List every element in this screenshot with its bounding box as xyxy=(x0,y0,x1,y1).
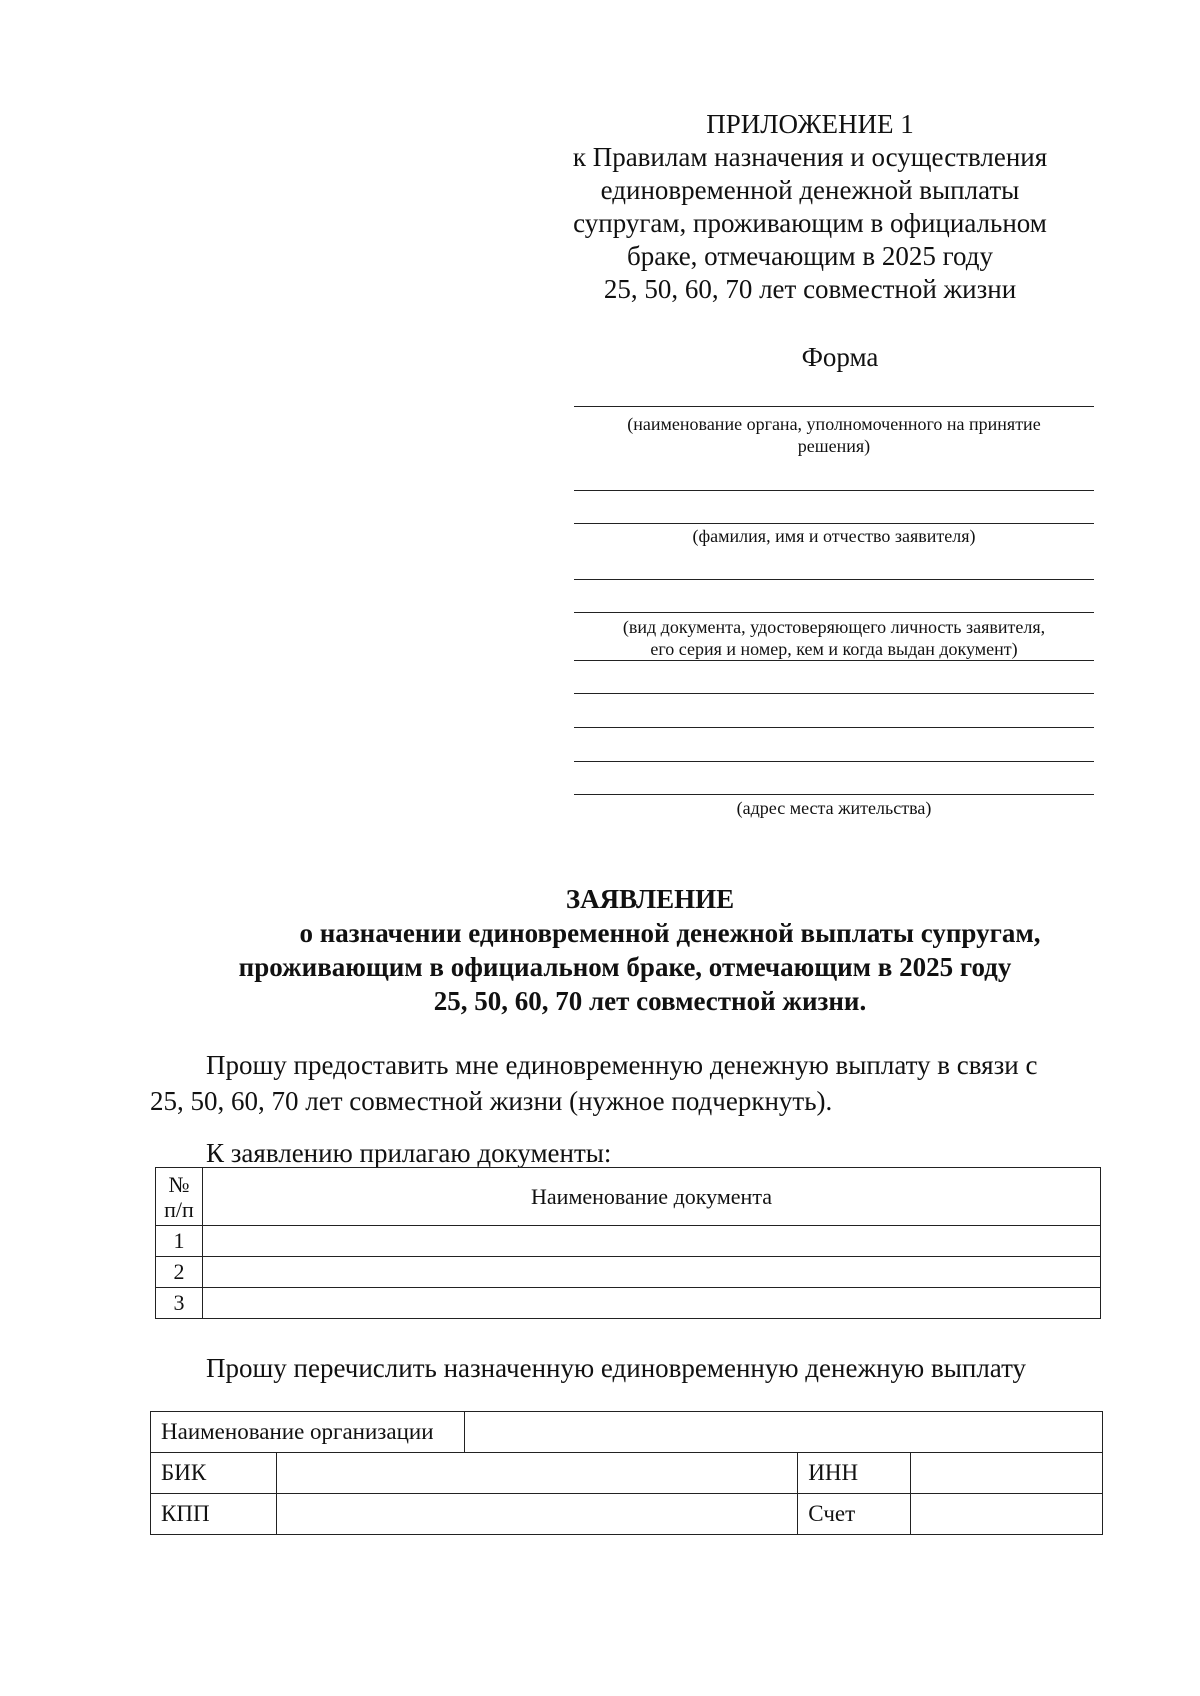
statement-subtitle-line-1: о назначении единовременной денежной выплаты супругам, xyxy=(299,918,1041,948)
kpp-label: КПП xyxy=(151,1494,277,1535)
appendix-line: браке, отмечающим в 2025 году xyxy=(627,241,993,271)
inn-label: ИНН xyxy=(798,1453,911,1494)
row-number: 2 xyxy=(156,1257,203,1288)
bik-value[interactable] xyxy=(276,1453,797,1494)
bank-row-org xyxy=(151,1412,1103,1453)
appendix-header xyxy=(520,108,1100,306)
col-number-abbr: п/п xyxy=(164,1196,194,1222)
address-field-line-1[interactable] xyxy=(574,660,1094,661)
address-field-line-5[interactable] xyxy=(574,794,1094,795)
col-name-header: Наименование документа xyxy=(203,1168,1101,1226)
address-field-line-4[interactable] xyxy=(574,761,1094,762)
document-name-cell[interactable] xyxy=(203,1288,1101,1319)
fio-caption: (фамилия, имя и отчество заявителя) xyxy=(692,526,976,546)
organ-caption-line-2: решения) xyxy=(797,436,871,456)
appendix-line: супругам, проживающим в официальном xyxy=(573,208,1047,238)
request-paragraph xyxy=(150,1047,1090,1119)
bik-label: БИК xyxy=(151,1453,277,1494)
col-number-header xyxy=(156,1168,203,1226)
address-caption: (адрес места жительства) xyxy=(736,798,932,818)
account-value[interactable] xyxy=(911,1494,1103,1535)
fio-field-line-1[interactable] xyxy=(574,490,1094,491)
table-row xyxy=(156,1288,1101,1319)
organ-caption xyxy=(574,413,1094,457)
document-name-cell[interactable] xyxy=(203,1226,1101,1257)
bank-details-table xyxy=(150,1411,1103,1535)
address-field-line-3[interactable] xyxy=(574,727,1094,728)
org-name-value[interactable] xyxy=(464,1412,1102,1453)
doc-field-line-1[interactable] xyxy=(574,579,1094,580)
appendix-line: 25, 50, 60, 70 лет совместной жизни xyxy=(603,274,1017,304)
statement-heading xyxy=(200,882,1100,1018)
appendix-line: к Правилам назначения и осуществления xyxy=(572,142,1048,172)
org-name-label: Наименование организации xyxy=(151,1412,465,1453)
table-row xyxy=(156,1257,1101,1288)
request-line-2: 25, 50, 60, 70 лет совместной жизни (нужное подчеркнуть). xyxy=(150,1086,833,1116)
doc-caption-line-2: его серия и номер, кем и когда выдан документ) xyxy=(650,639,1018,659)
doc-caption xyxy=(574,616,1094,660)
transfer-request: Прошу перечислить назначенную единовременную денежную выплату xyxy=(206,1353,1027,1383)
statement-subtitle-line-2: проживающим в официальном браке, отмечающим в 2025 году xyxy=(238,952,1012,982)
organ-field-line[interactable] xyxy=(574,406,1094,407)
col-number-symbol: № xyxy=(168,1171,190,1197)
address-field-line-2[interactable] xyxy=(574,693,1094,694)
doc-field-line-2[interactable] xyxy=(574,612,1094,613)
bank-row-kpp-account xyxy=(151,1494,1103,1535)
row-number: 1 xyxy=(156,1226,203,1257)
row-number: 3 xyxy=(156,1288,203,1319)
appendix-line: единовременной денежной выплаты xyxy=(600,175,1020,205)
table-header-row xyxy=(156,1168,1101,1226)
statement-subtitle-line-3: 25, 50, 60, 70 лет совместной жизни. xyxy=(433,986,867,1016)
statement-title: ЗАЯВЛЕНИЕ xyxy=(565,884,735,914)
table-row xyxy=(156,1226,1101,1257)
attachments-table xyxy=(155,1167,1101,1319)
attachments-intro: К заявлению прилагаю документы: xyxy=(206,1138,612,1168)
inn-value[interactable] xyxy=(911,1453,1103,1494)
bank-row-bik-inn xyxy=(151,1453,1103,1494)
document-name-cell[interactable] xyxy=(203,1257,1101,1288)
doc-caption-line-1: (вид документа, удостоверяющего личность заявителя, xyxy=(622,617,1046,637)
form-label: Форма xyxy=(801,342,879,372)
organ-caption-line-1: (наименование органа, уполномоченного на принятие xyxy=(627,414,1041,434)
appendix-title: ПРИЛОЖЕНИЕ 1 xyxy=(706,109,914,139)
kpp-value[interactable] xyxy=(276,1494,797,1535)
request-line-1: Прошу предоставить мне единовременную денежную выплату в связи с xyxy=(206,1050,1038,1080)
fio-field-line-2[interactable] xyxy=(574,523,1094,524)
account-label: Счет xyxy=(798,1494,911,1535)
